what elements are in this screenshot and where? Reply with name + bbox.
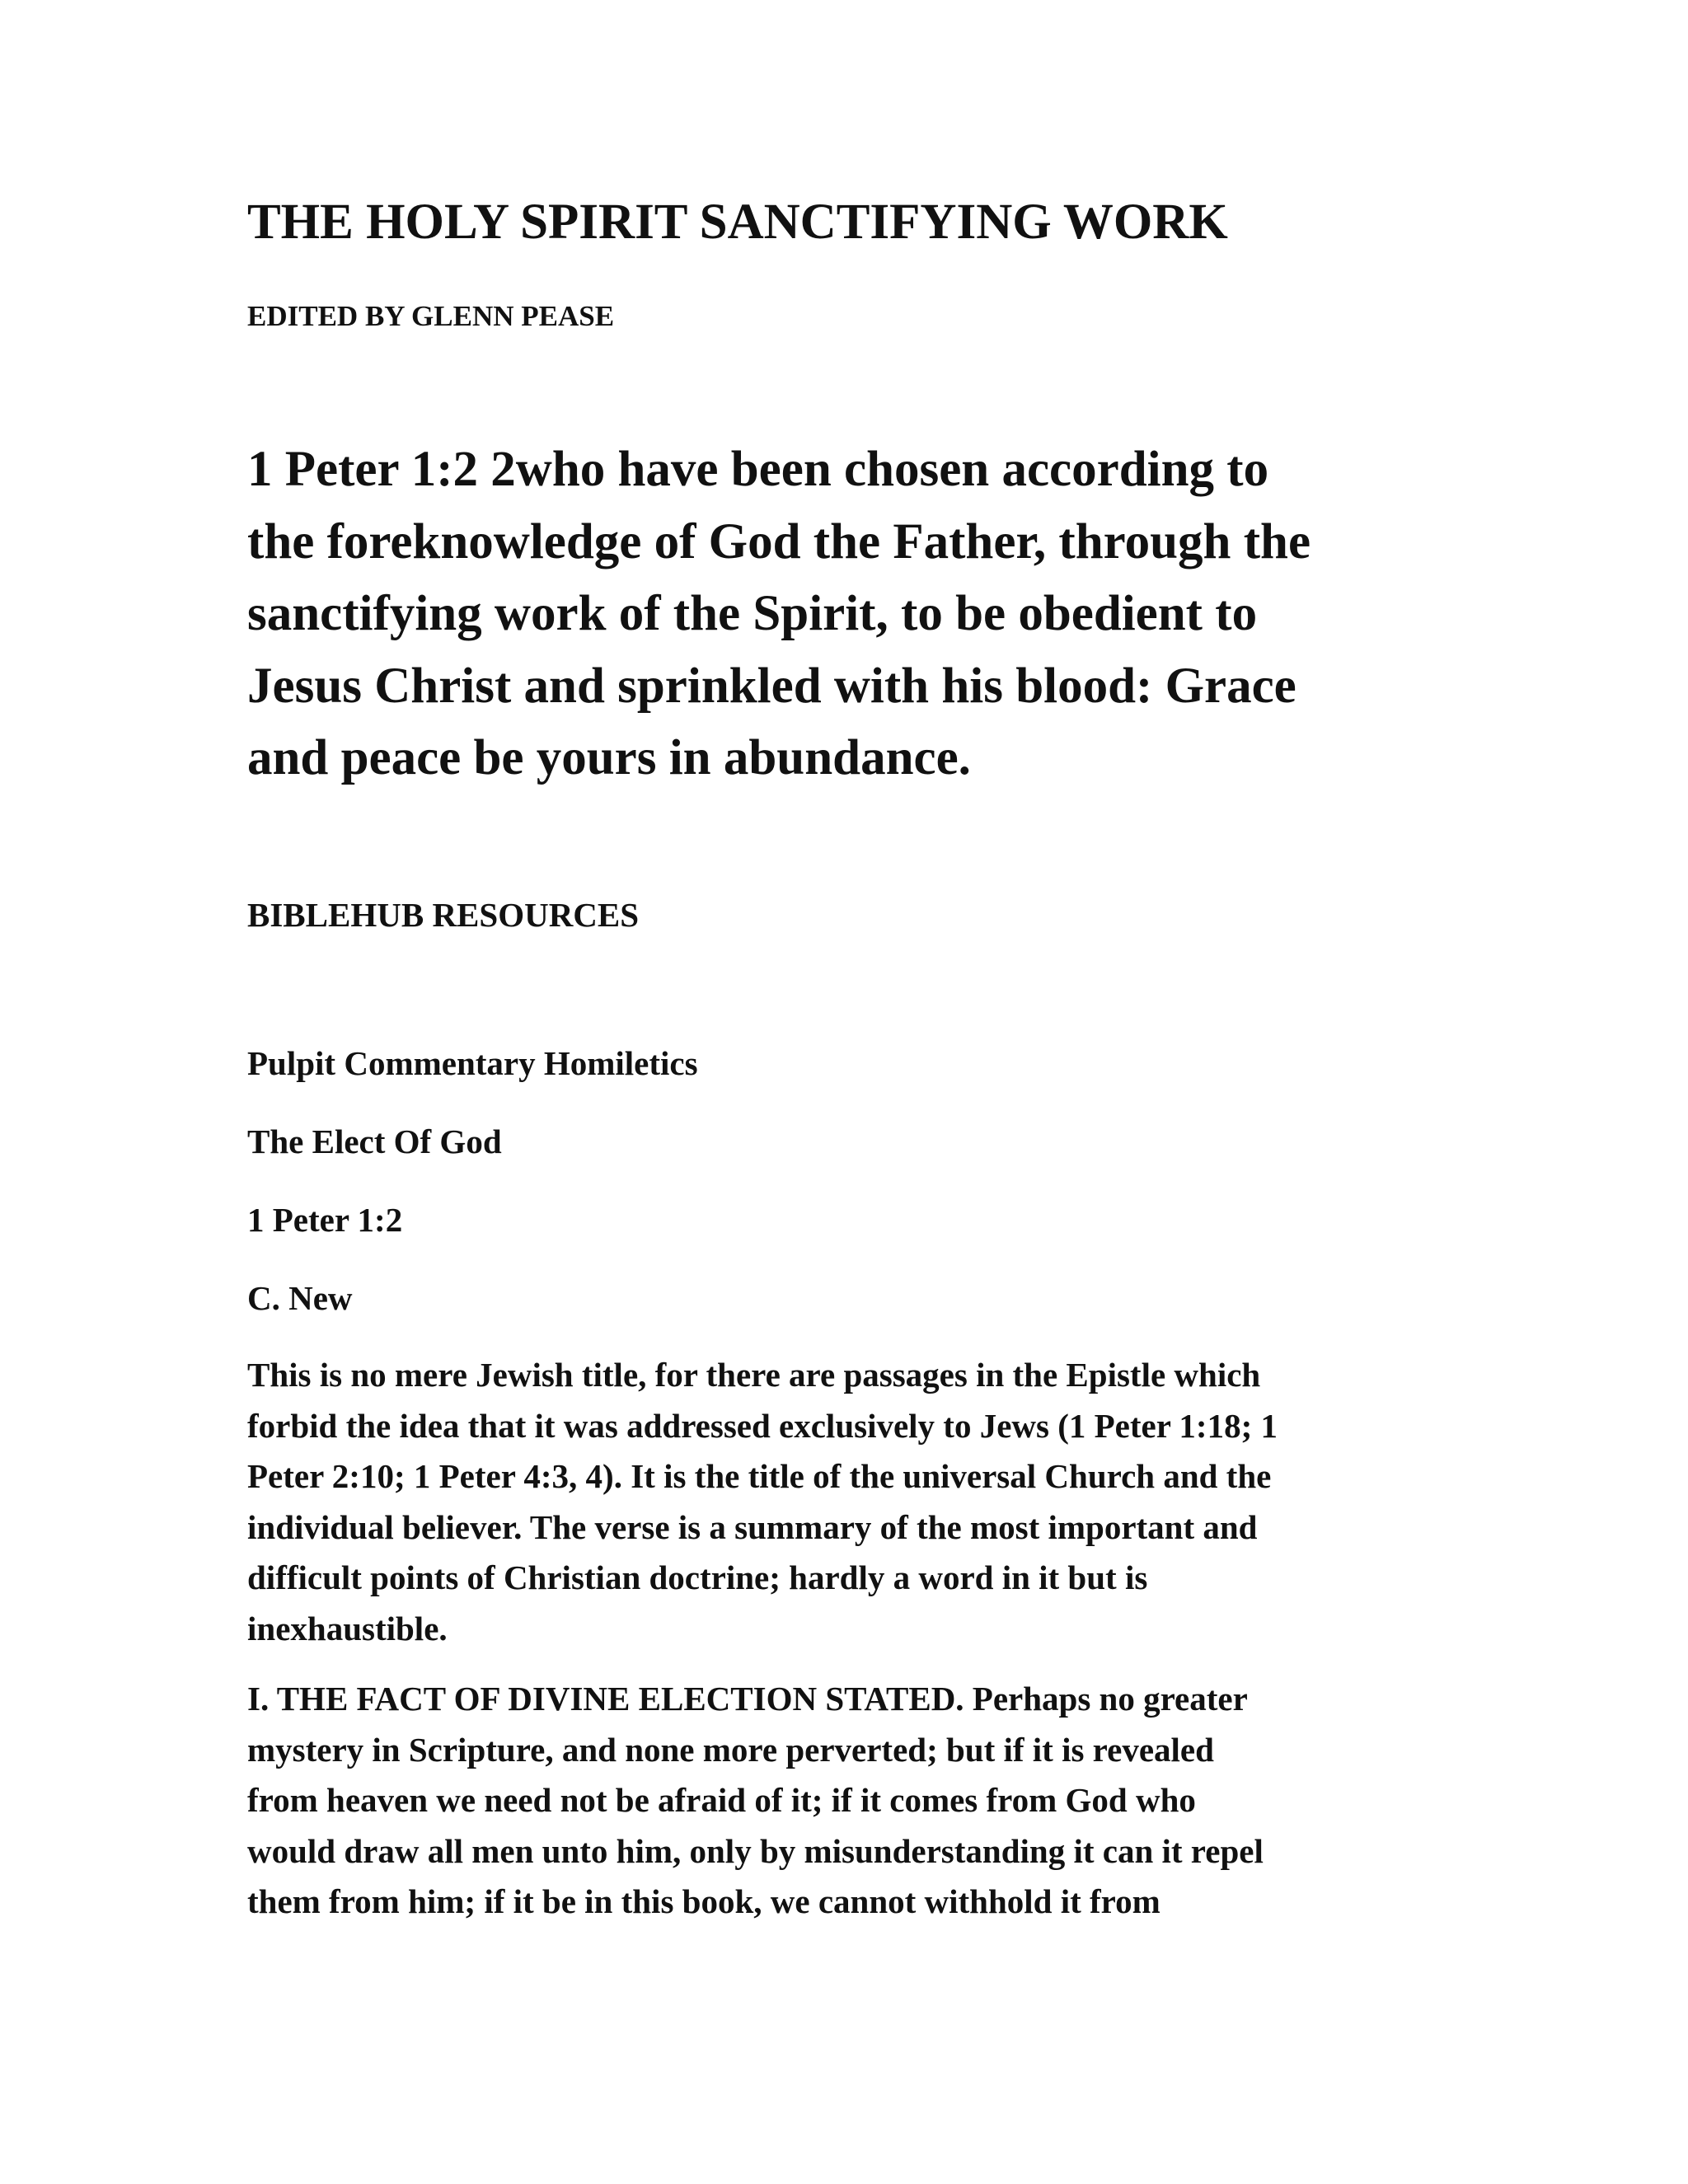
editor-credit: EDITED BY GLENN PEASE — [247, 300, 615, 332]
paragraph-line: inexhaustible. — [247, 1609, 448, 1647]
verse-line: 1 Peter 1:2 2who have been chosen according to — [247, 442, 1269, 497]
commentary-name: Pulpit Commentary Homiletics — [247, 1044, 698, 1082]
document-title: THE HOLY SPIRIT SANCTIFYING WORK — [247, 194, 1228, 250]
sermon-title: The Elect Of God — [247, 1122, 502, 1160]
verse-line: Jesus Christ and sprinkled with his blood: Grace — [247, 658, 1296, 714]
paragraph-line: Peter 2:10; 1 Peter 4:3, 4). It is the title of the universal Church and the — [247, 1457, 1272, 1495]
verse-text — [247, 434, 1434, 794]
paragraph-line: difficult points of Christian doctrine; hardly a word in it but is — [247, 1558, 1148, 1596]
paragraph-line: from heaven we need not be afraid of it; if it comes from God who — [247, 1781, 1196, 1819]
paragraph-line: This is no mere Jewish title, for there are passages in the Epistle which — [247, 1356, 1261, 1394]
paragraph-intro — [247, 1350, 1434, 1654]
paragraph-line: I. THE FACT OF DIVINE ELECTION STATED. Perhaps no greater — [247, 1680, 1248, 1718]
paragraph-line: would draw all men unto him, only by misunderstanding it can it repel — [247, 1831, 1264, 1870]
scripture-reference: 1 Peter 1:2 — [247, 1201, 403, 1239]
paragraph-election — [247, 1674, 1434, 1928]
sermon-author: C. New — [247, 1279, 353, 1317]
paragraph-line: mystery in Scripture, and none more perverted; but if it is revealed — [247, 1730, 1214, 1769]
verse-line: the foreknowledge of God the Father, through the — [247, 513, 1311, 569]
paragraph-line: individual believer. The verse is a summary of the most important and — [247, 1507, 1258, 1546]
verse-line: sanctifying work of the Spirit, to be obedient to — [247, 586, 1258, 641]
paragraph-line: forbid the idea that it was addressed exclusively to Jews (1 Peter 1:18; 1 — [247, 1406, 1278, 1445]
verse-line: and peace be yours in abundance. — [247, 730, 971, 785]
paragraph-line: them from him; if it be in this book, we cannot withhold it from — [247, 1882, 1160, 1920]
resources-heading: BIBLEHUB RESOURCES — [247, 896, 640, 934]
